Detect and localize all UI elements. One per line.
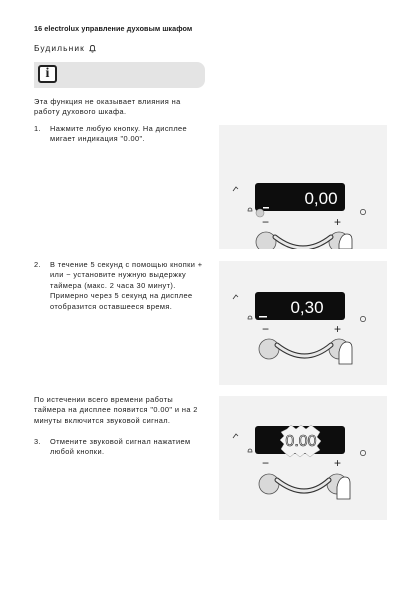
display-cursor <box>263 207 269 209</box>
minus-label: − <box>262 215 270 229</box>
step-2 <box>34 260 210 312</box>
step-number: 3. <box>34 437 41 446</box>
minus-label: − <box>262 456 270 470</box>
bell-icon <box>248 208 252 211</box>
figure-timer-alarm <box>218 395 388 521</box>
display-value: 0.00 <box>285 433 317 450</box>
minus-button[interactable] <box>256 232 276 249</box>
section-title-text: Будильник <box>34 43 85 53</box>
display-value: 0,00 <box>304 189 338 208</box>
step-text: В течение 5 секунд с помощью кнопки + или − установите нужную выдержку таймера (макс. 2 часа 30 минут). Примерно через 5 секунд на дисплее отобразится оставшееся время. <box>50 260 203 311</box>
minus-button[interactable] <box>259 474 279 494</box>
expiry-text: По истечении всего времени работы таймера на дисплее появится "0.00" и на 2 минуты включится звуковой сигнал. <box>34 395 198 425</box>
clock-icon <box>360 209 365 214</box>
minus-label: − <box>262 322 270 336</box>
clock-hand-icon <box>233 295 238 299</box>
clock-hand-icon <box>233 187 238 191</box>
clock-icon <box>360 450 365 455</box>
intro-text: Эта функция не оказывает влияния на работу духового шкафа. <box>34 97 181 117</box>
plus-label: + <box>334 322 342 336</box>
figure-timer-start <box>218 124 388 250</box>
step-text: Отмените звуковой сигнал нажатием любой кнопки. <box>50 437 191 457</box>
bell-icon <box>248 449 252 452</box>
section-title <box>34 43 97 53</box>
bell-icon <box>248 316 252 319</box>
step-number: 2. <box>34 260 41 269</box>
step-1 <box>34 124 208 145</box>
display-cursor <box>259 316 267 318</box>
minus-button[interactable] <box>259 339 279 359</box>
plus-label: + <box>334 456 342 470</box>
info-icon: i <box>38 65 57 83</box>
page-header: 16 electrolux управление духовым шкафом <box>34 24 193 33</box>
step-number: 1. <box>34 124 41 133</box>
clock-icon <box>360 316 365 321</box>
display-value: 0,30 <box>290 298 324 317</box>
step-text: Нажмите любую кнопку. На дисплее мигает индикация "0.00". <box>50 124 188 144</box>
clock-hand-icon <box>233 434 238 438</box>
info-note <box>34 62 205 88</box>
plus-label: + <box>334 215 342 229</box>
step-3 <box>34 437 208 458</box>
figure-timer-set <box>218 260 388 386</box>
bell-icon <box>88 44 97 53</box>
